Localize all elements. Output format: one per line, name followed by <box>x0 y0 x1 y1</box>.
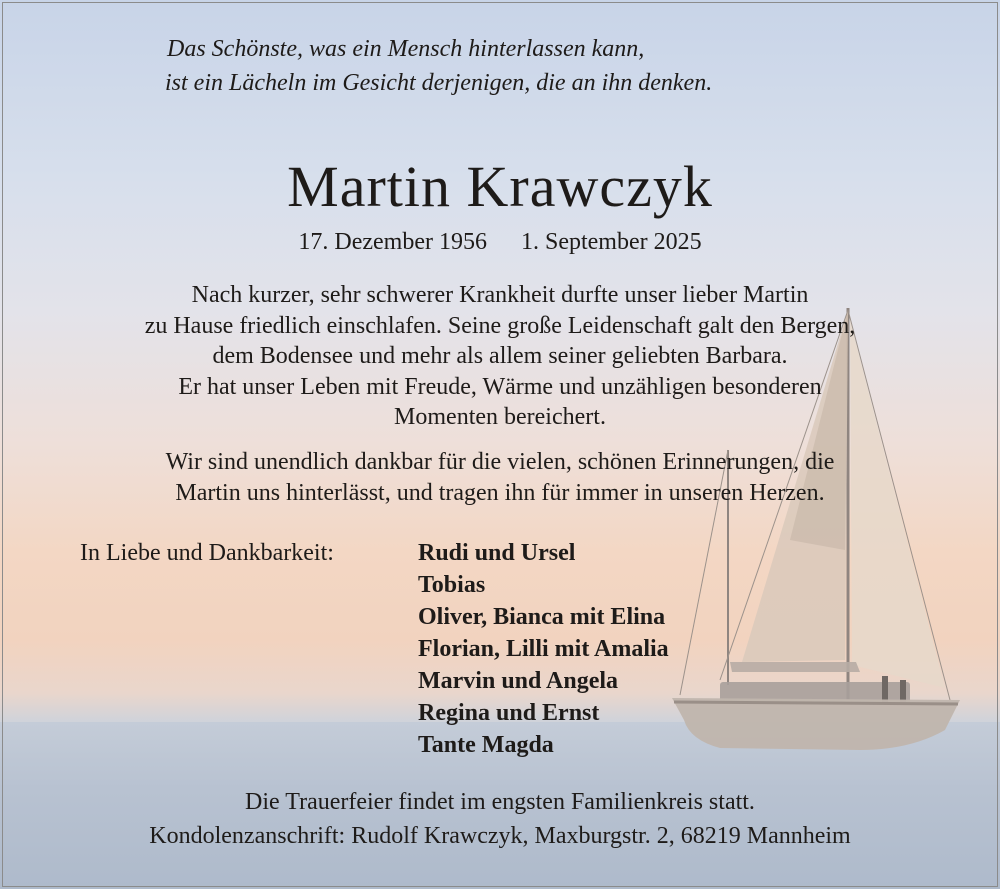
message-paragraph-1 <box>0 280 1000 433</box>
life-dates <box>0 226 1000 258</box>
mourner-name: Oliver, Bianca mit Elina <box>418 604 666 630</box>
mourners-label: In Liebe und Dankbarkeit: <box>80 540 334 566</box>
ceremony-note: Die Trauerfeier findet im engsten Familienkreis statt. <box>245 789 755 815</box>
condolence-address: Kondolenzanschrift: Rudolf Krawczyk, Maxburgstr. 2, 68219 Mannheim <box>149 823 851 849</box>
quote-line-2: ist ein Lächeln im Gesicht derjenigen, die an ihn denken. <box>165 70 713 96</box>
message-line: dem Bodensee und mehr als allem seiner geliebten Barbara. <box>212 343 788 369</box>
message-line: Wir sind unendlich dankbar für die vielen, schönen Erinnerungen, die <box>165 449 835 475</box>
message-paragraph-2 <box>0 447 1000 508</box>
mourner-name: Regina und Ernst <box>418 700 600 726</box>
message-line: zu Hause friedlich einschlafen. Seine große Leidenschaft galt den Bergen, <box>144 312 856 339</box>
mourner-name: Rudi und Ursel <box>418 540 576 566</box>
mourners-list <box>418 537 669 761</box>
mourner-name: Tante Magda <box>418 732 554 758</box>
message-line: Nach kurzer, sehr schwerer Krankheit durfte unser lieber Martin <box>191 282 809 308</box>
mourner-name: Tobias <box>418 572 486 598</box>
message-line: Martin uns hinterlässt, und tragen ihn für immer in unseren Herzen. <box>175 479 825 506</box>
quote-line-1: Das Schönste, was ein Mensch hinterlassen kann, <box>167 36 645 62</box>
mourner-name: Florian, Lilli mit Amalia <box>418 636 669 662</box>
message-line: Momenten bereichert. <box>394 404 606 430</box>
message-line: Er hat unser Leben mit Freude, Wärme und unzähligen besonderen <box>178 373 822 400</box>
death-date: 1. September 2025 <box>520 229 702 255</box>
memorial-quote <box>165 32 865 100</box>
mourner-name: Marvin und Angela <box>418 668 619 694</box>
birth-date: 17. Dezember 1956 <box>298 229 487 255</box>
deceased-name: Martin Krawczyk <box>287 154 713 219</box>
